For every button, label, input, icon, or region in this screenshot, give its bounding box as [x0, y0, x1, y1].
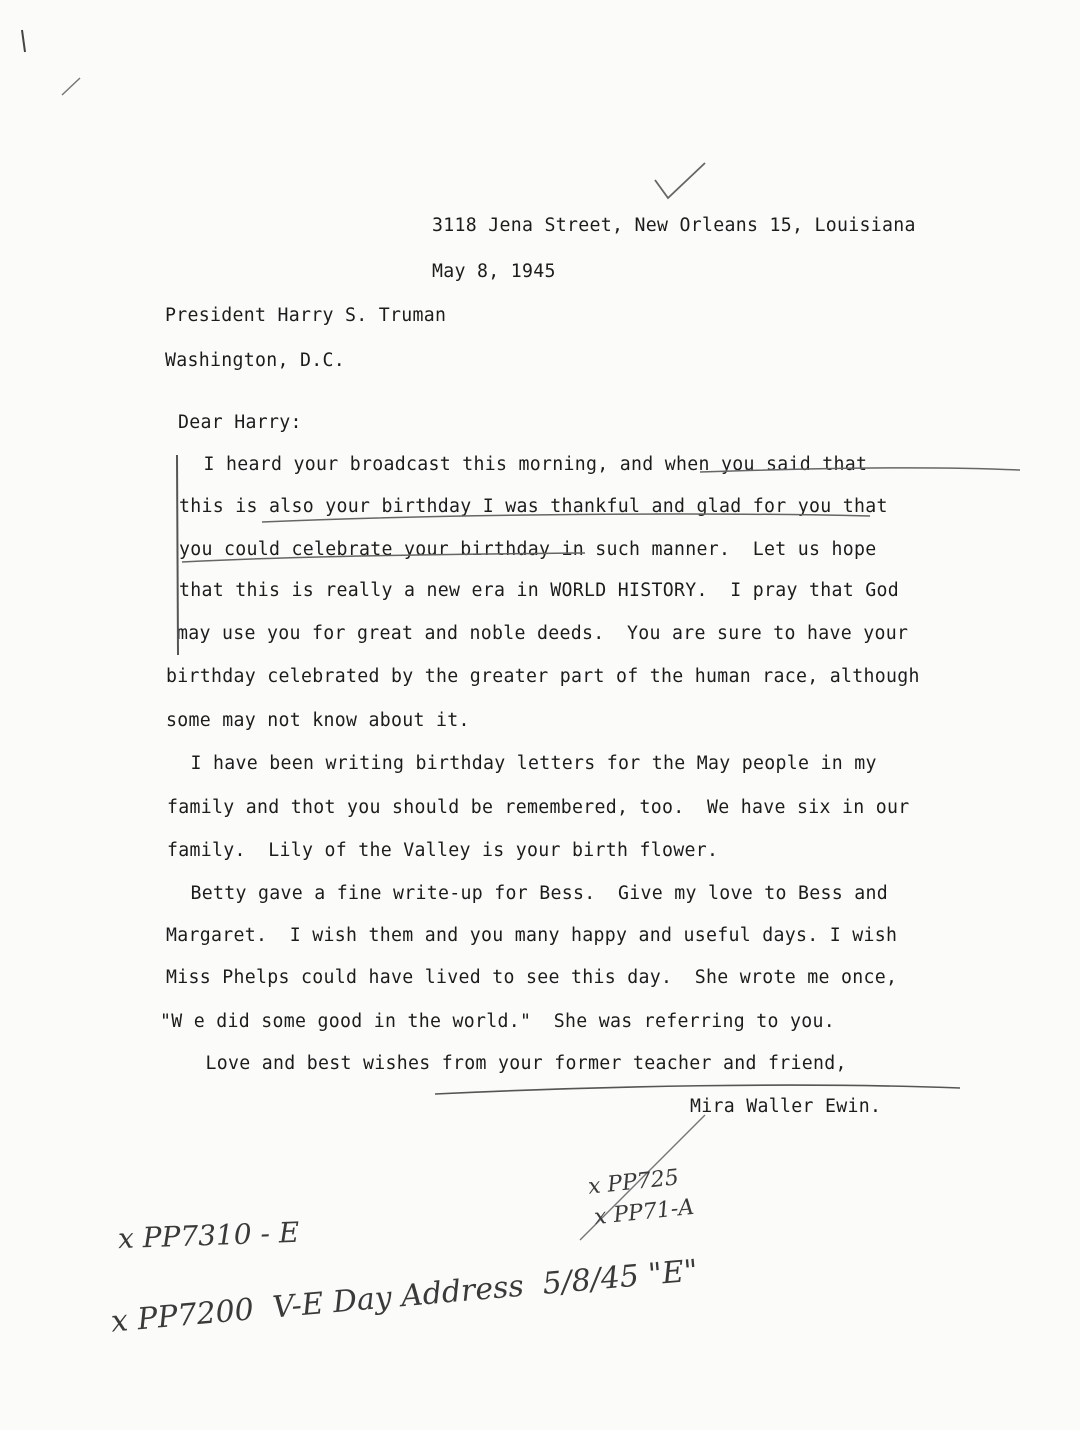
body-line: Betty gave a fine write-up for Bess. Give my love to Bess and	[168, 883, 888, 904]
signature: Mira Waller Ewin.	[690, 1096, 882, 1117]
body-line: this is also your birthday I was thankful and glad for you that	[179, 496, 888, 517]
body-line: birthday celebrated by the greater part of the human race, although	[166, 666, 920, 687]
handwritten-note: x PP7200 V-E Day Address 5/8/45 "E"	[109, 1253, 700, 1340]
body-line: Miss Phelps could have lived to see this day. She wrote me once,	[166, 967, 898, 988]
underline-stroke	[435, 1085, 960, 1094]
body-line: family. Lily of the Valley is your birth flower.	[167, 840, 719, 861]
body-line: "W e did some good in the world." She was referring to you.	[160, 1011, 835, 1032]
body-line: Margaret. I wish them and you many happy and useful days. I wish	[166, 925, 898, 946]
handwritten-note: x PP71-A	[592, 1194, 696, 1231]
recipient-name: President Harry S. Truman	[165, 305, 447, 326]
body-line: family and thot you should be remembered, too. We have six in our	[167, 797, 910, 818]
check-mark-icon	[655, 163, 705, 198]
pencil-stroke	[62, 78, 80, 95]
sender-address: 3118 Jena Street, New Orleans 15, Louisiana	[432, 215, 916, 236]
body-line: I have been writing birthday letters for the May people in my	[168, 753, 877, 774]
pencil-tick-mark	[22, 30, 25, 52]
body-line: may use you for great and noble deeds. You are sure to have your	[177, 623, 909, 644]
body-line: Love and best wishes from your former teacher and friend,	[183, 1053, 847, 1074]
body-line: I heard your broadcast this morning, and when you said that	[181, 454, 868, 475]
recipient-city: Washington, D.C.	[165, 350, 345, 371]
handwritten-note: x PP725	[586, 1165, 681, 1200]
handwritten-note: x PP7310 - E	[117, 1215, 300, 1256]
body-line: some may not know about it.	[166, 710, 470, 731]
letter-date: May 8, 1945	[432, 261, 556, 282]
salutation: Dear Harry:	[178, 412, 302, 433]
body-line: you could celebrate your birthday in such manner. Let us hope	[179, 539, 877, 560]
body-line: that this is really a new era in WORLD HISTORY. I pray that God	[179, 580, 899, 601]
